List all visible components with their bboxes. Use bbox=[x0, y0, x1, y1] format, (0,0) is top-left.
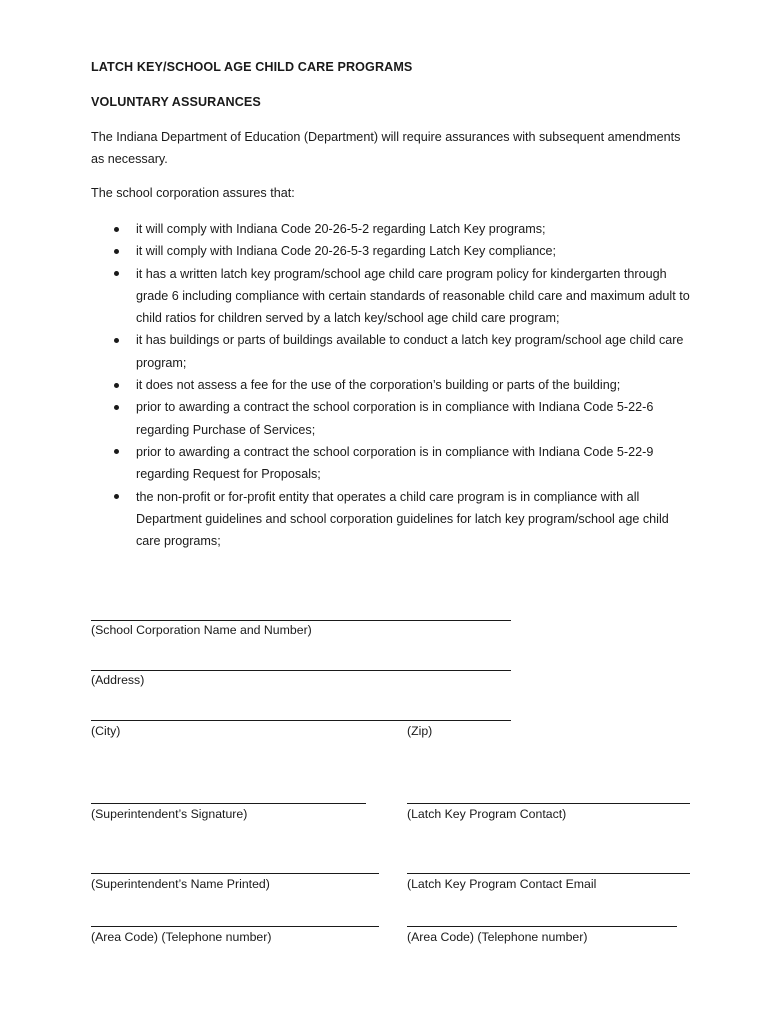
assurance-list bbox=[91, 218, 691, 552]
zip-label: (Zip) bbox=[407, 724, 433, 738]
bullet-icon bbox=[114, 383, 119, 388]
bullet-icon bbox=[114, 449, 119, 454]
list-item: it does not assess a fee for the use of the corporation’s building or parts of the building; bbox=[91, 374, 691, 396]
phone-left-label: (Area Code) (Telephone number) bbox=[91, 930, 272, 944]
superintendent-name-label: (Superintendent’s Name Printed) bbox=[91, 877, 270, 891]
contact-line[interactable] bbox=[407, 803, 690, 804]
phone-right-line[interactable] bbox=[407, 926, 677, 927]
corp-name-line[interactable] bbox=[91, 620, 511, 621]
list-item: it has a written latch key program/school age child care program policy for kindergarten through grade 6 including compliance with certain standards of reasonable child care and maximum adult to child ratios for children served by a latch key/school age child care program; bbox=[91, 263, 691, 330]
address-label: (Address) bbox=[91, 673, 145, 687]
list-item: prior to awarding a contract the school corporation is in compliance with Indiana Code 5-22-6 regarding Purchase of Services; bbox=[91, 396, 691, 441]
bullet-icon bbox=[114, 405, 119, 410]
list-item: it has buildings or parts of buildings available to conduct a latch key program/school age child care program; bbox=[91, 329, 691, 374]
bullet-icon bbox=[114, 271, 119, 276]
document-title: LATCH KEY/SCHOOL AGE CHILD CARE PROGRAMS bbox=[91, 60, 413, 74]
list-item: the non-profit or for-profit entity that operates a child care program is in compliance with all Department guidelines and school corporation guidelines for latch key program/school age child care programs; bbox=[91, 486, 691, 553]
phone-right-label: (Area Code) (Telephone number) bbox=[407, 930, 588, 944]
bullet-icon bbox=[114, 249, 119, 254]
list-item: it will comply with Indiana Code 20-26-5-2 regarding Latch Key programs; bbox=[91, 218, 691, 240]
contact-label: (Latch Key Program Contact) bbox=[407, 807, 567, 821]
contact-email-line[interactable] bbox=[407, 873, 690, 874]
document-subtitle: VOLUNTARY ASSURANCES bbox=[91, 95, 261, 109]
corp-name-label: (School Corporation Name and Number) bbox=[91, 623, 312, 637]
superintendent-signature-label: (Superintendent’s Signature) bbox=[91, 807, 248, 821]
superintendent-name-line[interactable] bbox=[91, 873, 379, 874]
intro-paragraph: The Indiana Department of Education (Department) will require assurances with subsequent amendments as necessary. bbox=[91, 130, 681, 166]
contact-email-label: (Latch Key Program Contact Email bbox=[407, 877, 597, 891]
bullet-icon bbox=[114, 494, 119, 499]
city-label: (City) bbox=[91, 724, 121, 738]
city-zip-line[interactable] bbox=[91, 720, 511, 721]
superintendent-signature-line[interactable] bbox=[91, 803, 366, 804]
phone-left-line[interactable] bbox=[91, 926, 379, 927]
address-line[interactable] bbox=[91, 670, 511, 671]
bullet-icon bbox=[114, 227, 119, 232]
bullet-icon bbox=[114, 338, 119, 343]
assurance-lead: The school corporation assures that: bbox=[91, 186, 295, 200]
list-item: it will comply with Indiana Code 20-26-5-3 regarding Latch Key compliance; bbox=[91, 240, 691, 262]
list-item: prior to awarding a contract the school corporation is in compliance with Indiana Code 5-22-9 regarding Request for Proposals; bbox=[91, 441, 691, 486]
